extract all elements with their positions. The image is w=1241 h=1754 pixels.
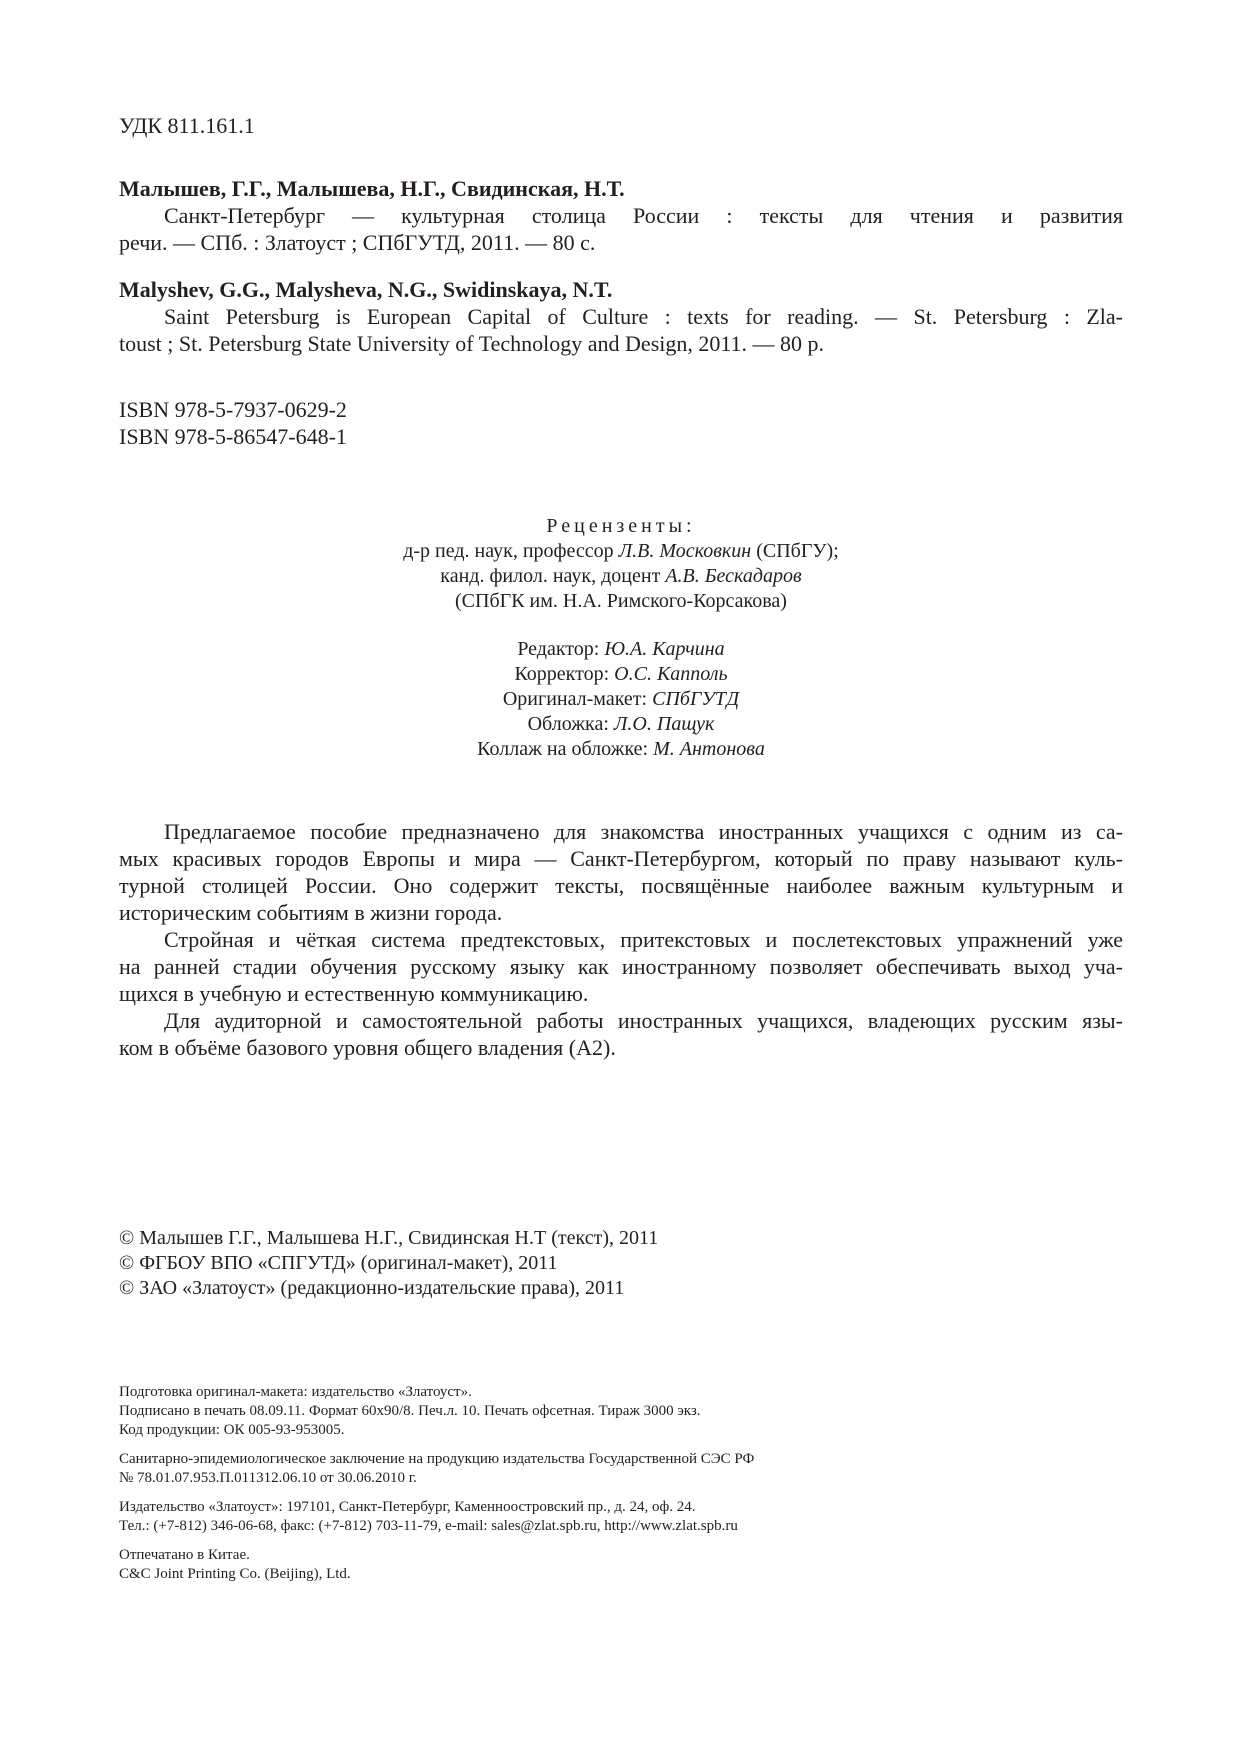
- reviewer-1-name: Л.В. Московкин: [618, 540, 752, 562]
- udk-code: УДК 811.161.1: [119, 113, 255, 138]
- imprint-group-sanitary: Санитарно-эпидемиологическое заключение на продукцию издательства Государственной СЭС РФ № 78.01.07.953.П.011312.06.10 от 30.06.2010 г.: [119, 1451, 755, 1486]
- credit-editor: Редактор: Ю.А. Карчина: [517, 638, 725, 660]
- ru-title-line-1: Санкт-Петербург — культурная столица России : тексты для чтения и развития: [164, 203, 1123, 228]
- annotation-paragraph-2: Стройная и чёткая система предтекстовых, притекстовых и послетекстовых упражнений уже на ранней стадии обучения русскому языку как иностранному позволяет обеспечивать выход уча- щихся в учебную и естественную коммуникацию.: [119, 927, 1123, 1006]
- en-authors: Malyshev, G.G., Malysheva, N.G., Swidinskaya, N.T.: [119, 277, 613, 302]
- annotation: [119, 818, 1123, 1061]
- reviewer-1: д-р пед. наук, профессор Л.В. Московкин (СПбГУ);: [403, 540, 839, 562]
- annotation-paragraph-1: Предлагаемое пособие предназначено для знакомства иностранных учащихся с одним из са- мых красивых городов Европы и мира — Санкт-Петербургом, который по праву называют куль- турной столицей России. Оно содержит тексты, посвящённые наиболее важным культурным и историческим событиям в жизни города.: [119, 819, 1123, 925]
- reviewers-block: [119, 514, 1123, 614]
- annotation-paragraph-3: Для аудиторной и самостоятельной работы иностранных учащихся, владеющих русским язы- ком в объёме базового уровня общего владения (А2).: [119, 1008, 1123, 1060]
- credit-proofreader: Корректор: О.С. Капполь: [514, 663, 728, 685]
- ru-authors: Малышев, Г.Г., Малышева, Н.Г., Свидинская, Н.Т.: [119, 176, 625, 201]
- reviewer-2: канд. филол. наук, доцент А.В. Бескадаров: [440, 565, 802, 587]
- imprint-group-printer: Отпечатано в Китае. C&C Joint Printing Co. (Beijing), Ltd.: [119, 1547, 351, 1582]
- ru-title-line-2: речи. — СПб. : Златоуст ; СПбГУТД, 2011. — 80 с.: [119, 230, 596, 255]
- imprint-block: [119, 1383, 1123, 1584]
- isbn-list: [119, 396, 1123, 450]
- isbn-2: ISBN 978-5-86547-648-1: [119, 424, 347, 449]
- copyright-layout: © ФГБОУ ВПО «СПГУТД» (оригинал-макет), 2011: [119, 1252, 558, 1274]
- copyright-publisher: © ЗАО «Златоуст» (редакционно-издательские права), 2011: [119, 1277, 625, 1299]
- credit-cover: Обложка: Л.О. Пащук: [527, 713, 715, 735]
- isbn-1: ISBN 978-5-7937-0629-2: [119, 397, 347, 422]
- credit-layout: Оригинал-макет: СПбГУТД: [502, 688, 740, 710]
- copyright-authors: © Малышев Г.Г., Малышева Н.Г., Свидинская Н.Т (текст), 2011: [119, 1227, 659, 1249]
- en-title-line-1: Saint Petersburg is European Capital of Culture : texts for reading. — St. Petersburg : Zla-: [164, 304, 1123, 329]
- copyright-block: [119, 1226, 1123, 1301]
- reviewer-2-affiliation: (СПбГК им. Н.А. Римского-Корсакова): [455, 590, 787, 612]
- ru-bibliographic-entry: [119, 175, 1123, 256]
- reviewers-heading: Рецензенты:: [546, 515, 696, 537]
- en-title-line-2: toust ; St. Petersburg State University of Technology and Design, 2011. — 80 p.: [119, 331, 825, 356]
- credit-collage: Коллаж на обложке: М. Антонова: [477, 738, 765, 760]
- credits-block: [119, 637, 1123, 762]
- en-bibliographic-entry: [119, 276, 1123, 357]
- imprint-group-print: Подготовка оригинал-макета: издательство «Златоуст». Подписано в печать 08.09.11. Формат 60x90/8. Печ.л. 10. Печать офсетная. Тираж 3000 экз. Код продукции: ОК 005-93-953005.: [119, 1384, 701, 1438]
- reviewer-2-name: А.В. Бескадаров: [665, 565, 802, 587]
- imprint-group-publisher: Издательство «Златоуст»: 197101, Санкт-Петербург, Каменноостровский пр., д. 24, оф. 24. Тел.: (+7-812) 346-06-68, факс: (+7-812) 703-11-79, e-mail: sales@zlat.spb.ru, http://www.zlat.spb.ru: [119, 1499, 738, 1534]
